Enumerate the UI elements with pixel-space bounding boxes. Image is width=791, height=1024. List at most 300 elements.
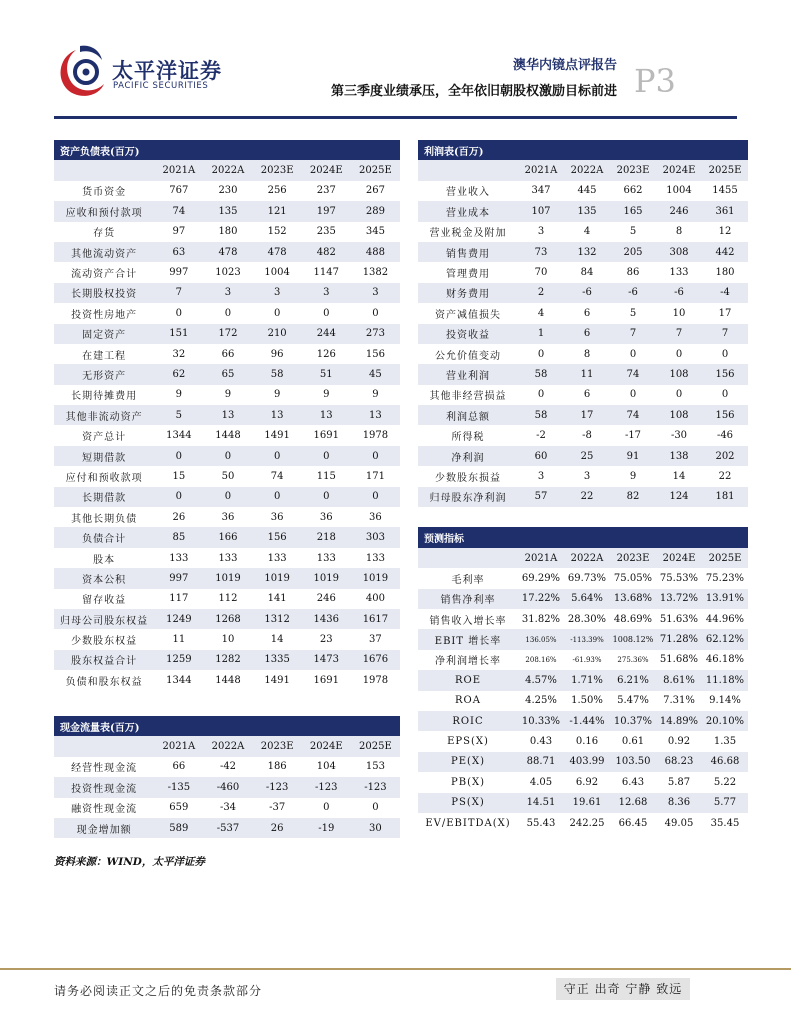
cell-value: -19	[302, 818, 351, 838]
table-row	[418, 201, 748, 221]
table-title: 预测指标	[418, 527, 748, 547]
row-label: 公允价值变动	[435, 350, 501, 362]
cell-value: -537	[203, 818, 252, 838]
table-row	[54, 568, 400, 588]
cell-value: 0	[629, 389, 637, 401]
cell-value: 244	[302, 324, 351, 344]
cell-value: 55.43	[526, 817, 556, 829]
cell-value: 13.72%	[656, 589, 702, 609]
cell-value: 62	[154, 364, 203, 384]
cell-value: 84	[580, 267, 594, 279]
cell-value: 0	[154, 446, 203, 466]
cell-value: 4	[537, 307, 545, 319]
row-label: 长期借款	[54, 487, 154, 507]
cell-value: 1448	[215, 430, 241, 442]
cell-value: 7	[656, 324, 702, 344]
cell-value: -123	[351, 777, 400, 797]
column-header-year: 2023E	[610, 160, 656, 180]
cell-value: 5.47%	[617, 695, 649, 707]
disclaimer-text: 请务必阅读正文之后的免责条款部分	[54, 984, 263, 998]
table-title: 资产负债表(百万)	[54, 140, 400, 160]
cell-value: 96	[270, 348, 284, 360]
table-row	[418, 181, 748, 201]
company-name-en: PACIFIC SECURITIES	[113, 81, 209, 91]
row-label: 负债和股东权益	[65, 676, 143, 688]
cell-value: -6	[656, 283, 702, 303]
cell-value: 48.69%	[613, 613, 653, 625]
cell-value: 74	[610, 364, 656, 384]
cell-value: 0	[203, 487, 252, 507]
cell-value: 246	[656, 201, 702, 221]
column-header-blank	[54, 736, 154, 756]
cell-value: 13.91%	[702, 589, 748, 609]
cell-value: 57	[518, 487, 564, 507]
cell-value: 107	[518, 201, 564, 221]
column-header-year: 2022A	[564, 160, 610, 180]
cell-value: -30	[670, 430, 688, 442]
cell-value: 51	[302, 364, 351, 384]
table-row	[418, 324, 748, 344]
row-label: EV/EBITDA(X)	[425, 817, 511, 829]
cell-value: 117	[169, 593, 189, 605]
cell-value: 3	[537, 226, 545, 238]
table-row	[418, 405, 748, 425]
cell-value: 9	[175, 389, 183, 401]
column-header-row	[54, 736, 400, 756]
cell-value: 1008.12%	[610, 629, 656, 649]
cell-value: 135	[203, 201, 252, 221]
cell-value: 275.36%	[617, 655, 649, 664]
cell-value: 5	[154, 405, 203, 425]
cell-value: 0	[203, 446, 252, 466]
page-number: P3	[634, 62, 676, 100]
cell-value: 0	[302, 487, 351, 507]
cell-value: 0	[675, 348, 683, 360]
row-label: 投资收益	[418, 324, 518, 344]
table-spacer-row	[418, 507, 748, 527]
cell-value: -61.93%	[572, 655, 602, 664]
cell-value: 8.36	[656, 793, 702, 813]
cell-value: 6	[564, 324, 610, 344]
cell-value: 5.87	[667, 776, 691, 788]
cell-value: 997	[169, 267, 189, 279]
cell-value: 1019	[302, 568, 351, 588]
cell-value: 46.68	[702, 752, 748, 772]
row-label: 投资性房地产	[71, 309, 138, 321]
cell-value: 13	[203, 405, 252, 425]
table-row	[54, 466, 400, 486]
table-row	[418, 283, 748, 303]
row-label: 现金增加额	[54, 818, 154, 838]
cell-value: -123	[302, 777, 351, 797]
cell-value: 273	[351, 324, 400, 344]
column-header-blank	[54, 160, 154, 180]
row-label: 投资性现金流	[54, 777, 154, 797]
column-header-year: 2025E	[702, 160, 748, 180]
cell-value: 403.99	[564, 752, 610, 772]
row-label: 经营性现金流	[71, 763, 138, 775]
cell-value: 659	[169, 802, 189, 814]
table-row	[54, 650, 400, 670]
cell-value: 347	[531, 185, 551, 197]
cell-value: 133	[316, 552, 336, 564]
cell-value: 0	[721, 389, 729, 401]
row-label: 无形资产	[54, 364, 154, 384]
row-label: 在建工程	[82, 350, 127, 362]
cell-value: 242.25	[569, 817, 605, 829]
row-label: 股本	[93, 554, 116, 566]
cell-value: 85	[154, 527, 203, 547]
cell-value: 75.05%	[613, 572, 653, 584]
cell-value: 44.96%	[705, 613, 745, 625]
row-label: 管理费用	[446, 269, 490, 281]
column-header-year: 2024E	[302, 736, 351, 756]
cell-value: 58	[518, 364, 564, 384]
cell-value: 69.73%	[567, 572, 607, 584]
cell-value: 202	[702, 446, 748, 466]
cell-value: -46	[716, 430, 734, 442]
balance-sheet-table	[54, 140, 400, 691]
table-row	[418, 752, 748, 772]
cell-value: 68.23	[656, 752, 702, 772]
cell-value: 138	[656, 446, 702, 466]
table-row	[418, 568, 748, 588]
cell-value: -6	[564, 283, 610, 303]
cell-value: 478	[203, 242, 252, 262]
cell-value: 66	[221, 348, 235, 360]
forecast-header	[418, 527, 748, 547]
cell-value: 7.31%	[663, 695, 695, 707]
column-header-year: 2023E	[253, 736, 302, 756]
cell-value: 26	[172, 511, 186, 523]
cell-value: 1344	[166, 674, 192, 686]
company-name-cn: 太平洋证券	[112, 59, 222, 83]
cell-value: 66	[172, 761, 186, 773]
cell-value: 9	[323, 389, 330, 401]
cell-value: 7	[154, 283, 203, 303]
income-statement-table	[418, 140, 748, 833]
cell-value: 4	[583, 226, 591, 238]
cell-value: 308	[656, 242, 702, 262]
header-divider	[54, 116, 737, 119]
cell-value: 0	[537, 348, 545, 360]
cell-value: 767	[169, 185, 189, 197]
cell-value: 62.12%	[702, 629, 748, 649]
cell-value: 17	[718, 307, 732, 319]
cell-value: 10.33%	[518, 711, 564, 731]
row-label: EBIT 增长率	[418, 629, 518, 649]
cell-value: 1448	[215, 674, 241, 686]
cell-value: 0.43	[529, 736, 553, 748]
row-label: 其他非经营损益	[429, 391, 507, 403]
cell-value: 11	[564, 364, 610, 384]
table-row	[54, 405, 400, 425]
column-header-year: 2023E	[610, 548, 656, 568]
column-header-year: 2025E	[351, 160, 400, 180]
cell-value: 88.71	[518, 752, 564, 772]
cell-value: 0.61	[621, 736, 645, 748]
row-label: 其他非流动资产	[54, 405, 154, 425]
cell-value: 23	[319, 634, 333, 646]
row-label: 固定资产	[54, 324, 154, 344]
cell-value: 1382	[362, 267, 389, 279]
cell-value: 135	[564, 201, 610, 221]
table-row	[418, 813, 748, 833]
cell-value: 1473	[302, 650, 351, 670]
cell-value: 6	[583, 307, 591, 319]
table-row	[54, 757, 400, 777]
cell-value: 32	[172, 348, 186, 360]
cell-value: 13.68%	[610, 589, 656, 609]
cell-value: 235	[316, 226, 336, 238]
cell-value: 180	[715, 267, 735, 279]
row-label: 归母股东净利润	[418, 487, 518, 507]
company-slogan: 守正 出奇 宁静 致远	[556, 978, 690, 1000]
row-label: ROIC	[418, 711, 518, 731]
source-note: 资料来源：WIND，太平洋证券	[54, 856, 205, 868]
cell-value: 71.28%	[656, 629, 702, 649]
cell-value: 75.23%	[705, 572, 745, 584]
cell-value: 36	[270, 511, 284, 523]
row-label: 应收和预付款项	[54, 201, 154, 221]
cell-value: 12.68	[610, 793, 656, 813]
column-header-year: 2021A	[154, 736, 203, 756]
cell-value: 1.35	[713, 736, 737, 748]
column-header-row	[418, 160, 748, 180]
table-row	[54, 324, 400, 344]
column-header-year: 2021A	[154, 160, 203, 180]
table-row	[418, 487, 748, 507]
cell-value: 152	[267, 226, 287, 238]
cell-value: 186	[267, 761, 287, 773]
cell-value: 58	[518, 405, 564, 425]
cell-value: 0	[372, 802, 379, 814]
row-label: PS(X)	[418, 793, 518, 813]
cell-value: 156	[702, 364, 748, 384]
cell-value: 400	[365, 593, 385, 605]
cell-value: 256	[267, 185, 287, 197]
cell-value: 0	[537, 389, 545, 401]
cell-value: 133	[365, 552, 385, 564]
cell-value: 121	[253, 201, 302, 221]
cell-value: 0	[175, 307, 183, 319]
row-label: 归母公司股东权益	[54, 609, 154, 629]
cell-value: 0.92	[667, 736, 691, 748]
row-label: 营业税金及附加	[429, 228, 507, 240]
cell-value: 9	[629, 470, 637, 482]
table-row	[418, 589, 748, 609]
cell-value: 13	[253, 405, 302, 425]
cell-value: -123	[253, 777, 302, 797]
table-row	[418, 670, 748, 690]
row-label: 其他流动资产	[54, 242, 154, 262]
table-row	[418, 242, 748, 262]
table-row	[54, 222, 400, 242]
cell-value: 25	[564, 446, 610, 466]
cell-value: 1019	[203, 568, 252, 588]
footer-divider	[0, 968, 791, 970]
column-header-year: 2022A	[203, 736, 252, 756]
cell-value: 51.68%	[659, 654, 699, 666]
cell-value: 112	[218, 593, 238, 605]
cell-value: 1491	[264, 674, 290, 686]
table-row	[54, 283, 400, 303]
table-row	[418, 364, 748, 384]
table-row	[54, 589, 400, 609]
cell-value: 1019	[253, 568, 302, 588]
table-row	[54, 798, 400, 818]
table-row	[418, 609, 748, 629]
cell-value: 4.57%	[518, 670, 564, 690]
row-label: 留存收益	[82, 595, 127, 607]
cell-value: 31.82%	[521, 613, 561, 625]
cell-value: 70	[534, 267, 548, 279]
cell-value: 237	[316, 185, 336, 197]
cell-value: 11	[172, 634, 186, 646]
cell-value: 73	[518, 242, 564, 262]
cell-value: 6.92	[575, 776, 599, 788]
cell-value: -113.39%	[564, 629, 610, 649]
table-row	[418, 711, 748, 731]
cell-value: 22	[564, 487, 610, 507]
column-header-blank	[418, 160, 518, 180]
table-row	[54, 446, 400, 466]
cell-value: 1455	[712, 185, 738, 197]
cell-value: 0	[302, 446, 351, 466]
cell-value: 445	[577, 185, 597, 197]
cell-value: 5.77	[702, 793, 748, 813]
row-label: 净利润增长率	[435, 656, 501, 668]
row-label: 长期待摊费用	[71, 391, 138, 403]
cell-value: 246	[316, 593, 336, 605]
cell-value: 14	[672, 470, 686, 482]
cell-value: 1436	[302, 609, 351, 629]
cell-value: 478	[253, 242, 302, 262]
cell-value: 997	[154, 568, 203, 588]
pacific-securities-logo-icon	[54, 42, 110, 102]
column-header-year: 2025E	[351, 736, 400, 756]
table-row	[54, 181, 400, 201]
cell-value: 9	[273, 389, 281, 401]
column-header-year: 2024E	[302, 160, 351, 180]
cell-value: -34	[219, 802, 237, 814]
balance_sheet-header	[54, 140, 400, 160]
column-header-year: 2025E	[702, 548, 748, 568]
cell-value: 303	[351, 527, 400, 547]
cell-value: 3	[351, 283, 400, 303]
row-label: ROA	[455, 695, 481, 707]
cell-value: 5.22	[713, 776, 737, 788]
cell-value: 1.50%	[571, 695, 603, 707]
cell-value: 1.71%	[564, 670, 610, 690]
cell-value: 1004	[666, 185, 692, 197]
cell-value: 1147	[313, 267, 339, 279]
cell-value: 6.43	[621, 776, 645, 788]
row-label: EPS(X)	[447, 736, 489, 748]
table-row	[54, 527, 400, 547]
table-row	[418, 691, 748, 711]
cell-value: 1023	[215, 267, 241, 279]
cell-value: 36	[221, 511, 235, 523]
cell-value: 153	[365, 761, 385, 773]
cell-value: 4.05	[529, 776, 553, 788]
cell-value: 0	[224, 307, 232, 319]
cell-value: -42	[219, 761, 237, 773]
row-label: 销售费用	[418, 242, 518, 262]
cell-value: 74	[154, 201, 203, 221]
cell-value: 45	[351, 364, 400, 384]
cell-value: 7	[610, 324, 656, 344]
cell-value: 151	[154, 324, 203, 344]
cell-value: 133	[169, 552, 189, 564]
cell-value: 20.10%	[702, 711, 748, 731]
row-label: PE(X)	[418, 752, 518, 772]
cell-value: 14.89%	[656, 711, 702, 731]
cash-flow-table	[54, 716, 400, 838]
row-label: 应付和预收款项	[65, 472, 143, 484]
row-label: 利润总额	[418, 405, 518, 425]
cell-value: 6	[583, 389, 591, 401]
table-row	[54, 364, 400, 384]
table-row	[54, 487, 400, 507]
cell-value: 181	[702, 487, 748, 507]
table-row	[418, 629, 748, 649]
cell-value: 5	[629, 226, 637, 238]
cell-value: 51.63%	[659, 613, 699, 625]
column-header-year: 2022A	[203, 160, 252, 180]
cell-value: 141	[267, 593, 287, 605]
cell-value: 1282	[203, 650, 252, 670]
cell-value: 104	[316, 761, 336, 773]
cell-value: 28.30%	[567, 613, 607, 625]
income_statement-header	[418, 140, 748, 160]
cell-value: 165	[610, 201, 656, 221]
cell-value: 17.22%	[518, 589, 564, 609]
row-label: 毛利率	[451, 574, 485, 586]
table-row	[54, 777, 400, 797]
cell-value: 180	[218, 226, 238, 238]
cell-value: 7	[702, 324, 748, 344]
cell-value: 14.51	[518, 793, 564, 813]
cell-value: 60	[518, 446, 564, 466]
row-label: 存货	[93, 228, 116, 240]
table-row	[54, 262, 400, 282]
column-header-blank	[418, 548, 518, 568]
cell-value: 26	[253, 818, 302, 838]
row-label: 负债合计	[54, 527, 154, 547]
table-row	[418, 446, 748, 466]
cell-value: 0	[154, 487, 203, 507]
cell-value: -6	[610, 283, 656, 303]
column-header-year: 2022A	[564, 548, 610, 568]
cell-value: 133	[218, 552, 238, 564]
cell-value: 0	[273, 307, 281, 319]
row-label: 短期借款	[54, 446, 154, 466]
table-row	[54, 242, 400, 262]
cell-value: 210	[253, 324, 302, 344]
row-label: 净利润	[418, 446, 518, 466]
table-row	[418, 793, 748, 813]
cell-value: 0	[323, 307, 330, 319]
cell-value: 82	[610, 487, 656, 507]
cell-value: -135	[154, 777, 203, 797]
row-label: 其他长期负债	[71, 513, 138, 525]
table-row	[54, 609, 400, 629]
cell-value: 36	[319, 511, 333, 523]
cell-value: 10	[672, 307, 686, 319]
cell-value: 0	[721, 348, 729, 360]
cell-value: 156	[702, 405, 748, 425]
